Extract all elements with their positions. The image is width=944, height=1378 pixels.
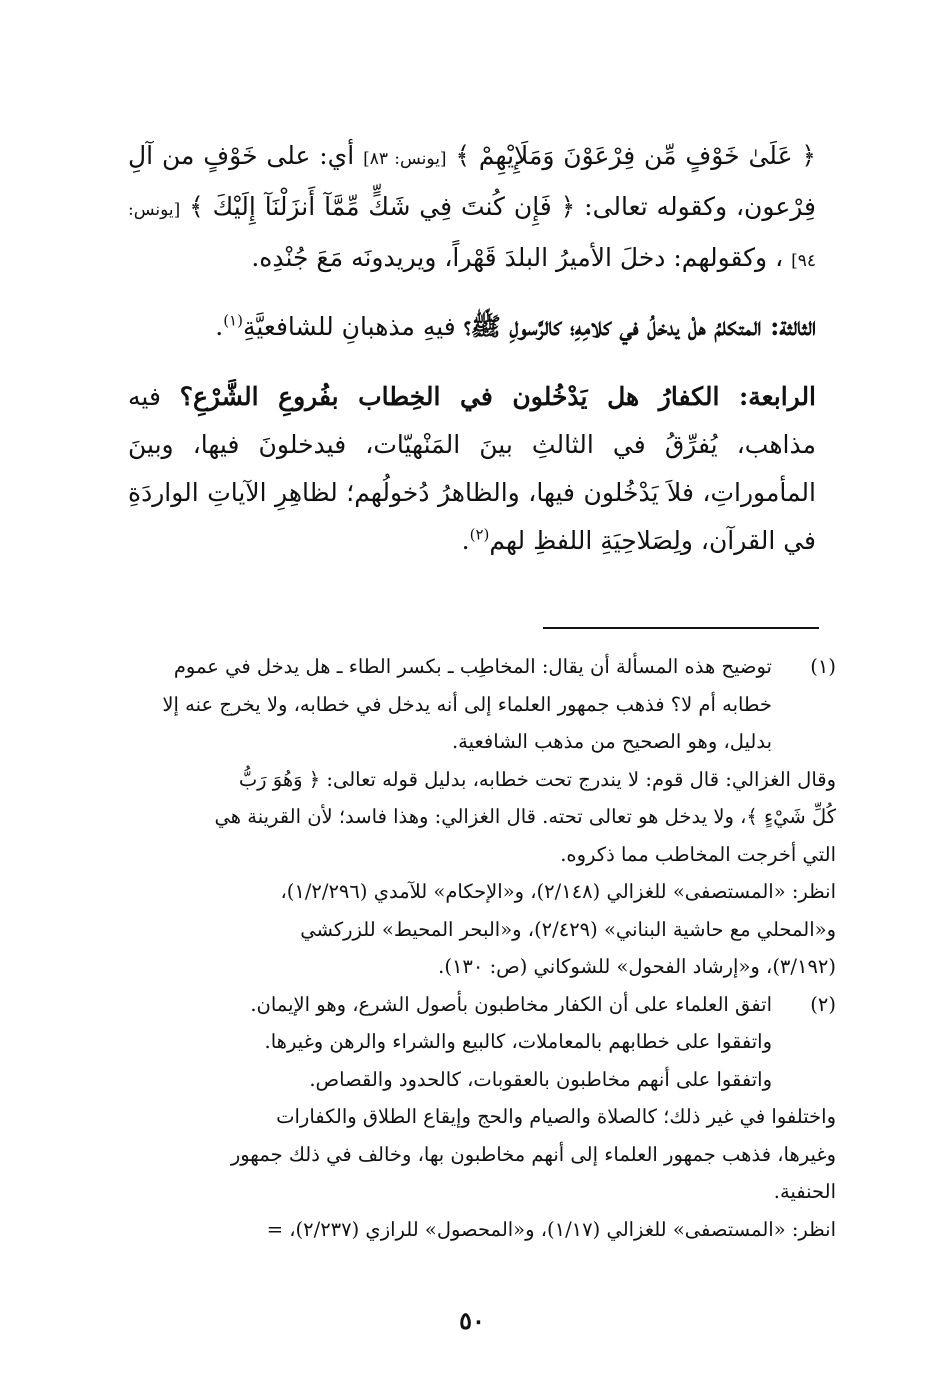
text-segment: ، وكقولهم: دخلَ الأميرُ البلدَ قَهْراً، ويريدونَه مَعَ جُنْدِه.: [251, 243, 784, 272]
footnotes: [124, 648, 836, 1248]
text-segment: فيه مذاهب، يُفرِّقُ في الثالثِ بينَ المَنْهيّات، فيدخلونَ فيها، وبينَ المأموراتِ، فلاَ يَدْخُلون فيها، والظاهرُ دُخولُهم؛ لظاهِرِ الآياتِ الواردَةِ في القرآن، ولِصَلاحِيَةِ اللفظِ لهم: [128, 382, 816, 555]
paragraph-continuation: [128, 132, 816, 285]
footnote-line: انظر: «المستصفى» للغزالي (١/١٧)، و«المحصول» للرازي (٢/٢٣٧)، =: [266, 1217, 836, 1241]
footnote-line: التي أخرجت المخاطب مما ذكروه.: [560, 842, 836, 866]
footnote-line: واتفقوا على خطابهم بالمعاملات، كالبيع والشراء والرهن وغيرها.: [264, 1030, 772, 1053]
footnote-line: كُلِّ شَيْءٍ ﴾، ولا يدخل هو تعالى تحته. قال الغزالي: وهذا فاسد؛ لأن القرينة هي: [214, 805, 836, 828]
issue-heading-fourth: الرابعة: الكفارُ هل يَدْخُلون في الخِطاب بفُروعِ الشَّرْعِ؟: [179, 382, 817, 411]
footnote-number: (١): [810, 655, 836, 678]
footnote-ref-2[interactable]: (٢): [469, 525, 490, 544]
footnote-ref-1[interactable]: (١): [223, 311, 243, 330]
page-number: ٥٠: [459, 1306, 485, 1335]
main-text: [128, 132, 816, 587]
quran-verse-1: ﴿ عَلَىٰ خَوْفٍ مِّن فِرْعَوْنَ وَمَلَإِيْهِمْ ﴾: [455, 141, 817, 170]
text-segment: أي: على خَوْفٍ من آلِ فِرْعون، وكقوله تعالى:: [128, 141, 816, 221]
text-end: .: [215, 312, 224, 341]
footnote-line: توضيح هذه المسألة أن يقال: المخاطِب ـ بكسر الطاء ـ هل يدخل في عموم: [173, 655, 772, 678]
footnote-line: واختلفوا في غير ذلك؛ كالصلاة والصيام والحج وإيقاع الطلاق والكفارات: [276, 1105, 836, 1128]
text-segment: فيهِ مذهبانِ للشافعيَّةِ: [242, 312, 456, 341]
footnote-line: وغيرها، فذهب جمهور العلماء إلى أنهم مخاطبون بها، وخالف في ذلك جمهور: [230, 1142, 836, 1166]
footnote-line: انظر: «المستصفى» للغزالي (٢/١٤٨)، و«الإحكام» للآمدي (١/٢/٢٩٦)،: [280, 880, 836, 903]
footnote-line: بدليل، وهو الصحيح من مذهب الشافعية.: [451, 730, 772, 753]
footnote-line: خطابه أم لا؟ فذهب جمهور العلماء إلى أنه يدخل في خطابه، ولا يخرج عنه إلا: [162, 692, 772, 716]
footnote-line: واتفقوا على أنهم مخاطبون بالعقوبات، كالحدود والقصاص.: [309, 1067, 772, 1091]
footnote-separator: [543, 627, 819, 629]
text-end: .: [461, 526, 470, 555]
footnote-line: و«المحلي مع حاشية البناني» (٢/٤٢٩)، و«البحر المحيط» للزركشي: [300, 917, 836, 941]
footnote-line: الحنفية.: [773, 1180, 836, 1203]
footnote-line: (٣/١٩٢)، و«إرشاد الفحول» للشوكاني (ص: ١٣٠).: [438, 955, 836, 978]
paragraph-fourth-issue: [128, 373, 816, 565]
paragraph-third-issue: [128, 303, 816, 351]
footnote-number: (٢): [810, 992, 836, 1016]
quran-verse-2: ﴿ فَإِن كُنتَ فِي شَكٍّ مِّمَّآ أَنزَلْنَآ إِلَيْكَ ﴾: [189, 192, 576, 221]
footnote-line: وقال الغزالي: قال قوم: لا يندرج تحت خطابه، بدليل قوله تعالى: ﴿ وَهُوَ رَبُّ: [238, 767, 836, 791]
footnote-1: [124, 648, 836, 986]
issue-heading-third: الثالثة: المتكلمُ هلْ يدخلُ في كلامِهِ؛ كالرَّسولِ ﷺ؟: [463, 312, 816, 341]
verse-source-1: [يونس: ٨٣]: [363, 149, 447, 169]
footnote-2: [124, 986, 836, 1249]
verse-source-2: [يونس: ٩٤]: [128, 200, 816, 271]
footnote-line: اتفق العلماء على أن الكفار مخاطبون بأصول الشرع، وهو الإيمان.: [250, 992, 772, 1016]
